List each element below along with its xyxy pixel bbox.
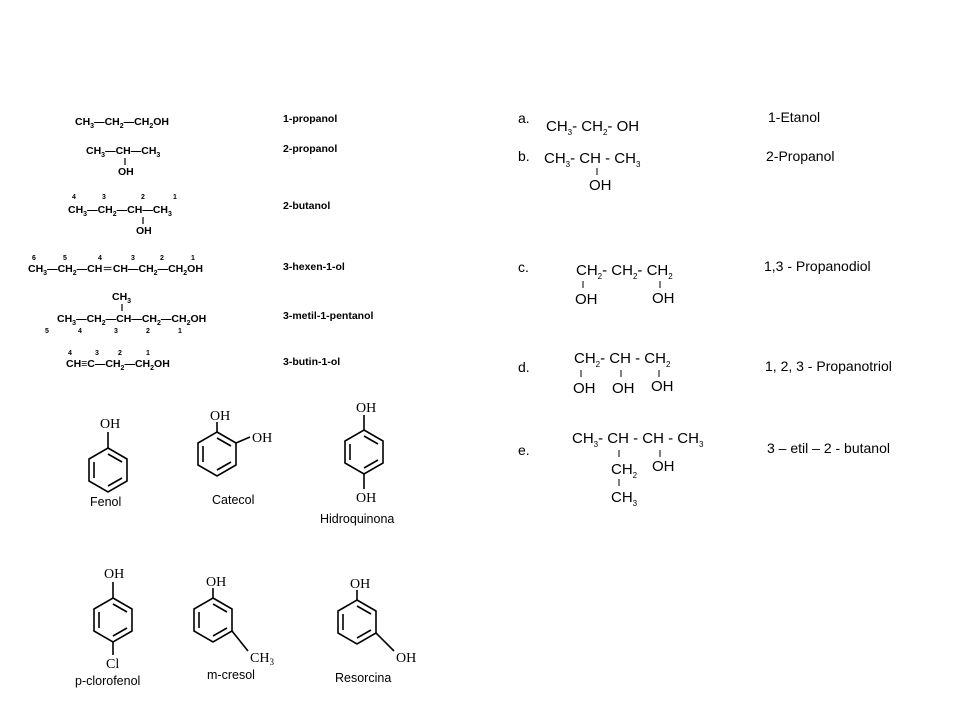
name-1-propanol: 1-propanol: [283, 113, 338, 125]
svg-text:OH: OH: [356, 401, 377, 416]
svg-text:3: 3: [114, 328, 118, 335]
svg-text:Cl: Cl: [106, 657, 120, 672]
svg-text:2: 2: [118, 350, 122, 357]
name-3-butin-1-ol: 3-butin-1-ol: [283, 356, 341, 368]
svg-text:OH: OH: [252, 431, 273, 446]
svg-text:2: 2: [141, 194, 145, 201]
ring-m-cresol: [194, 575, 274, 667]
svg-text:2: 2: [146, 328, 150, 335]
formula-2-propanol: [86, 145, 160, 178]
ring-resorcina: [338, 577, 416, 666]
svg-text:CH3—CH2—CH—CH3: $CH_3—CH_2—CH—CH_3$: [68, 204, 172, 218]
svg-text:OH: OH: [206, 575, 227, 590]
svg-text:1: 1: [178, 328, 182, 335]
svg-text:CH3: $CH_3$: [611, 489, 638, 508]
svg-text:CH3- CH - CH - CH3: $CH_3-$ CH - CH - $CH_3$: [572, 430, 704, 449]
letter-e: e.: [518, 442, 530, 458]
name-1-etanol: 1-Etanol: [768, 109, 821, 125]
name-2-propanol: 2-propanol: [283, 143, 338, 155]
svg-text:5: 5: [45, 328, 49, 335]
ring-hidroquinona: [345, 401, 383, 506]
ring-catecol: [198, 409, 272, 476]
letter-a: a.: [518, 110, 530, 126]
svg-text:1: 1: [191, 255, 195, 262]
formula-e-butanol: [572, 430, 704, 508]
svg-text:CH3: $CH_3$: [250, 651, 274, 667]
svg-text:OH: OH: [356, 491, 377, 506]
svg-text:CH3- CH - CH3: $CH_3-$ CH - $CH_3$: [544, 150, 641, 169]
svg-text:1: 1: [173, 194, 177, 201]
svg-text:3: 3: [102, 194, 106, 201]
ring-p-clorofenol: [94, 567, 132, 672]
ring-name-resorcina: Resorcina: [335, 671, 392, 685]
svg-text:OH: OH: [612, 380, 635, 397]
svg-text:OH: OH: [589, 177, 612, 194]
svg-text:OH: OH: [652, 458, 675, 475]
svg-text:4: 4: [72, 194, 76, 201]
formula-1-propanol: [75, 116, 169, 130]
svg-text:CH3—CH2—CH2OH: $CH_3—CH_2—CH_2OH$: [75, 116, 169, 130]
svg-text:OH: OH: [210, 409, 231, 424]
ring-name-m-cresol: m-cresol: [207, 668, 255, 682]
svg-text:OH: OH: [396, 651, 417, 666]
name-2-butanol: 2-butanol: [283, 200, 331, 212]
formula-3-hexen-1-ol: [28, 255, 203, 277]
svg-text:2: 2: [160, 255, 164, 262]
ring-name-hidroquinona: Hidroquinona: [320, 512, 395, 526]
formula-3-butin-1-ol: [66, 350, 170, 372]
svg-text:OH: OH: [573, 380, 596, 397]
ring-name-p-clorofenol: p-clorofenol: [75, 674, 141, 688]
svg-text:5: 5: [63, 255, 67, 262]
name-3-hexen-1-ol: 3-hexen-1-ol: [283, 261, 345, 273]
svg-text:1: 1: [146, 350, 150, 357]
svg-text:OH: OH: [651, 378, 674, 395]
svg-text:CH2- CH2- CH2: $CH_2-$ $CH_2-$ $CH_2$: [576, 262, 673, 281]
svg-text:OH: OH: [350, 577, 371, 592]
ring-name-catecol: Catecol: [212, 493, 255, 507]
svg-text:6: 6: [32, 255, 36, 262]
formula-d-propanotriol: [573, 350, 674, 397]
svg-text:OH: OH: [100, 417, 121, 432]
svg-text:CH2: $CH_2$: [611, 461, 638, 480]
letter-b: b.: [518, 148, 530, 164]
svg-text:4: 4: [78, 328, 82, 335]
letter-c: c.: [518, 259, 529, 275]
svg-text:4: 4: [68, 350, 72, 357]
svg-text:CH3: $CH_3$: [112, 291, 132, 305]
letter-d: d.: [518, 359, 530, 375]
svg-text:CH3—CH2—CH＝CH—CH2—CH2OH: $CH_3—CH_2—CH=CH—CH_2—CH_2OH$: [28, 263, 203, 277]
svg-text:CH3—CH—CH3: $CH_3—CH—CH_3$: [86, 145, 161, 159]
ring-fenol: [89, 417, 127, 492]
svg-text:OH: OH: [136, 225, 152, 237]
svg-text:CH≡C—CH2—CH2OH: $CH\equiv C—CH_2—CH_2OH$: [66, 358, 170, 372]
formula-c-propanodiol: [575, 262, 675, 308]
formula-a-etanol: [546, 118, 639, 137]
formula-b-propanol: [544, 150, 641, 194]
name-etil-butanol: 3 – etil – 2 - butanol: [767, 440, 890, 456]
svg-text:CH2- CH - CH2: $CH_2-$ CH - $CH_2$: [574, 350, 671, 369]
svg-text:4: 4: [98, 255, 102, 262]
svg-text:3: 3: [131, 255, 135, 262]
svg-text:CH3- CH2- OH: $CH_3-$ $CH_2-$ OH: [546, 118, 640, 137]
formula-3-metil-1-pentanol: [45, 291, 206, 335]
name-2-propanol-right: 2-Propanol: [766, 148, 835, 164]
svg-text:OH: OH: [575, 291, 598, 308]
svg-text:OH: OH: [652, 290, 675, 307]
name-3-metil-1-pentanol: 3-metil-1-pentanol: [283, 310, 374, 322]
name-propanodiol: 1,3 - Propanodiol: [764, 258, 871, 274]
formula-2-butanol: [68, 194, 177, 237]
svg-text:OH: OH: [118, 166, 134, 178]
name-propanotriol: 1, 2, 3 - Propanotriol: [765, 358, 892, 374]
ring-name-fenol: Fenol: [90, 495, 122, 509]
svg-text:OH: OH: [104, 567, 125, 582]
svg-text:CH3—CH2—CH—CH2—CH2OH: $CH_3—CH_2—CH—CH_2—CH_2OH$: [57, 313, 207, 327]
svg-text:3: 3: [95, 350, 99, 357]
